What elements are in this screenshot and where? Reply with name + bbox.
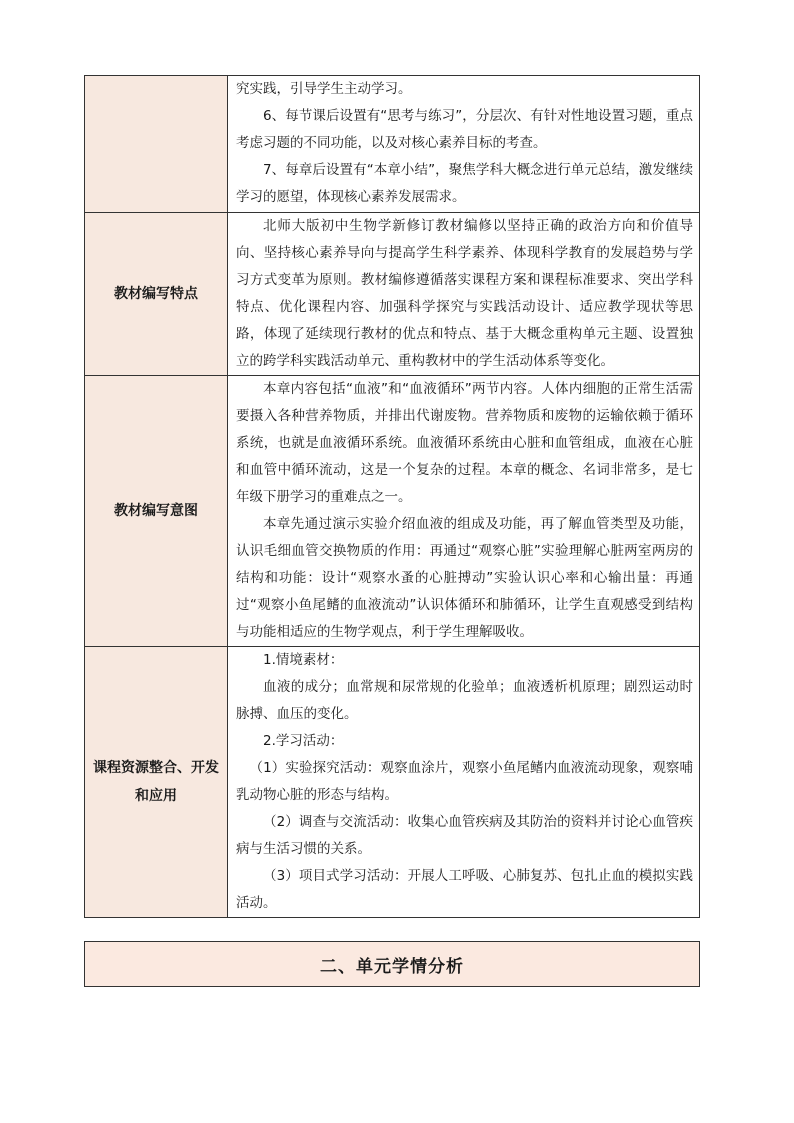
paragraph: 本章内容包括“血液”和“血液循环”两节内容。人体内细胞的正常生活需要摄入各种营养物质，并排出代谢废物。营养物质和废物的运输依赖于循环系统，也就是血液循环系统。血液循环系统由心脏和血管组成，血液在心脏和血管中循环流动，这是一个复杂的过程。本章的概念、名词非常多，是七年级下册学习的重难点之一。 — [236, 381, 693, 505]
row-content — [228, 76, 700, 213]
curriculum-table — [84, 75, 700, 918]
row-label-textbook-intent: 教材编写意图 — [85, 376, 228, 647]
table-row — [85, 76, 700, 213]
paragraph: （1）实验探究活动：观察血涂片，观察小鱼尾鳍内血液流动现象，观察哺乳动物心脏的形态与结构。 — [236, 760, 693, 803]
table-row — [85, 376, 700, 647]
paragraph: 7、每章后设置有“本章小结”，聚焦学科大概念进行单元总结，激发继续学习的愿望，体现核心素养发展需求。 — [236, 162, 693, 205]
row-label-empty — [85, 76, 228, 213]
row-label-course-resources: 课程资源整合、开发和应用 — [85, 647, 228, 918]
paragraph: 本章先通过演示实验介绍血液的组成及功能，再了解血管类型及功能，认识毛细血管交换物质的作用：再通过“观察心脏”实验理解心脏两室两房的结构和功能：设计“观察水蚤的心脏搏动”实验认识心率和心输出量：再通过“观察小鱼尾鳍的血液流动”认识体循环和肺循环，让学生直观感受到结构与功能相适应的生物学观点，利于学生理解吸收。 — [236, 516, 693, 640]
paragraph: 2.学习活动： — [263, 733, 344, 749]
paragraph: 究实践，引导学生主动学习。 — [236, 81, 412, 97]
section-title: 二、单元学情分析 — [84, 941, 700, 987]
paragraph: 6、每节课后设置有“思考与练习”，分层次、有针对性地设置习题，重点考虑习题的不同功能，以及对核心素养目标的考查。 — [236, 108, 693, 151]
paragraph: （3）项目式学习活动：开展人工呼吸、心肺复苏、包扎止血的模拟实践活动。 — [236, 868, 693, 911]
paragraph: （2）调查与交流活动：收集心血管疾病及其防治的资料并讨论心血管疾病与生活习惯的关系。 — [236, 814, 693, 857]
row-content — [228, 647, 700, 918]
paragraph: 北师大版初中生物学新修订教材编修以坚持正确的政治方向和价值导向、坚持核心素养导向与提高学生科学素养、体现科学教育的发展趋势与学习方式变革为原则。教材编修遵循落实课程方案和课程标准要求、突出学科特点、优化课程内容、加强科学探究与实践活动设计、适应教学现状等思路，体现了延续现行教材的优点和特点、基于大概念重构单元主题、设置独立的跨学科实践活动单元、重构教材中的学生活动体系等变化。 — [236, 218, 693, 369]
paragraph: 血液的成分；血常规和尿常规的化验单；血液透析机原理；剧烈运动时脉搏、血压的变化。 — [236, 679, 693, 722]
paragraph: 1.情境素材： — [263, 652, 344, 668]
table-row — [85, 213, 700, 376]
row-label-textbook-features: 教材编写特点 — [85, 213, 228, 376]
row-content — [228, 376, 700, 647]
table-row — [85, 647, 700, 918]
row-content — [228, 213, 700, 376]
